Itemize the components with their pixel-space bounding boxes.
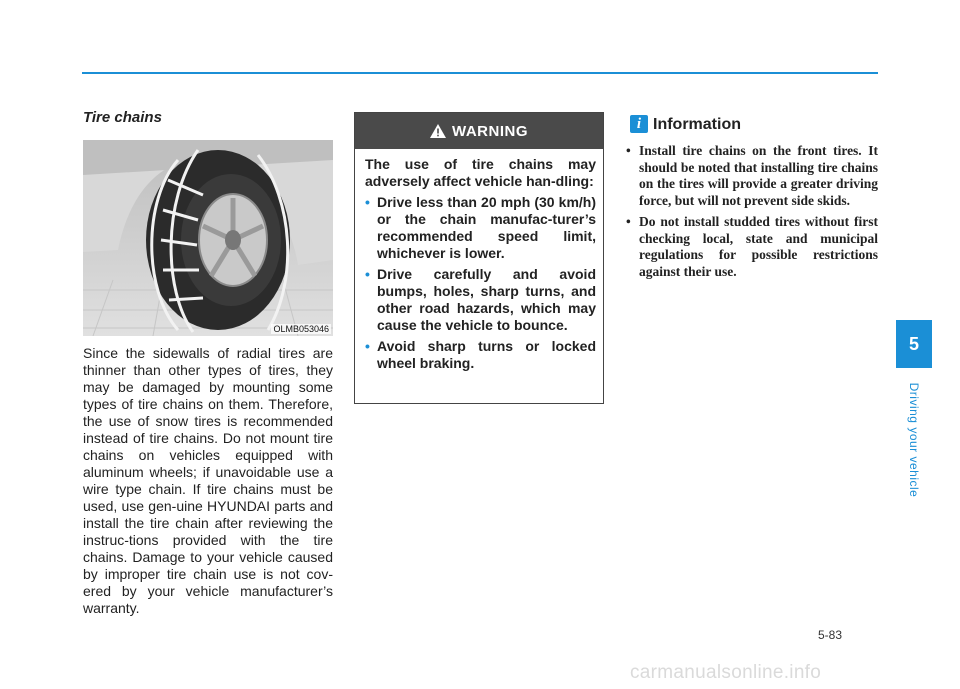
warning-item-text: Drive carefully and avoid bumps, holes, sharp turns, and other road hazards, which may cause the vehicle to bounce. <box>377 266 596 333</box>
info-item-text: Do not install studded tires without first checking local, state and municipal regulations for possible restrictions against their use. <box>639 214 878 279</box>
bullet-icon: • <box>626 214 631 229</box>
warning-box <box>354 112 604 404</box>
tire-chain-photo <box>83 140 333 336</box>
warning-item <box>365 194 596 262</box>
tire-chain-illustration <box>83 140 333 336</box>
bullet-icon: • <box>365 338 370 354</box>
chapter-title <box>896 380 932 500</box>
info-list <box>626 143 878 285</box>
warning-title: WARNING <box>452 122 528 140</box>
warning-item <box>365 338 596 372</box>
warning-item <box>365 266 596 334</box>
warning-item-text: Drive less than 20 mph (30 km/h) or the chain manufac-turer’s recommended speed limit, whichever is lower. <box>377 194 596 261</box>
warning-item-text: Avoid sharp turns or locked wheel braking. <box>377 338 596 371</box>
footer-watermark-url[interactable]: carmanualsonline.info <box>630 662 822 683</box>
info-title: Information <box>653 116 741 133</box>
warning-triangle-icon <box>430 124 446 138</box>
warning-body <box>355 149 603 372</box>
body-paragraph: Since the sidewalls of radial tires are thinner than other types of tires, they may be damaged by mounting some types of tire chains on them. Therefore, the use of snow tires is recommended instead of tire chains. Do not mount tire chains on vehicles equipped with aluminum wheels; if unavoidable use a wire type chain. If tire chains must be used, use gen-uine HYUNDAI parts and install the tire chain after reviewing the instruc-tions provided with the tire chains. Damage to your vehicle caused by improper tire chain use is not cov-ered by your vehicle manufacturer’s warranty. <box>83 345 333 616</box>
chapter-title-text: Driving your vehicle <box>907 382 921 498</box>
info-icon: i <box>630 115 648 133</box>
chapter-tab[interactable]: 5 <box>896 320 932 368</box>
info-item <box>626 214 878 280</box>
info-item-text: Install tire chains on the front tires. It should be noted that installing tire chains on the tires will provide a greater driving force, but will not prevent side skids. <box>639 143 878 208</box>
bullet-icon: • <box>365 194 370 210</box>
page-number: 5-83 <box>818 628 843 642</box>
warning-intro: The use of tire chains may adversely affect vehicle han-dling: <box>365 156 596 189</box>
section-title: Tire chains <box>83 109 162 126</box>
figure-code: OLMB053046 <box>273 324 329 334</box>
info-item <box>626 143 878 209</box>
top-rule <box>82 72 878 74</box>
warning-header <box>355 113 603 149</box>
bullet-icon: • <box>365 266 370 282</box>
bullet-icon: • <box>626 143 631 158</box>
